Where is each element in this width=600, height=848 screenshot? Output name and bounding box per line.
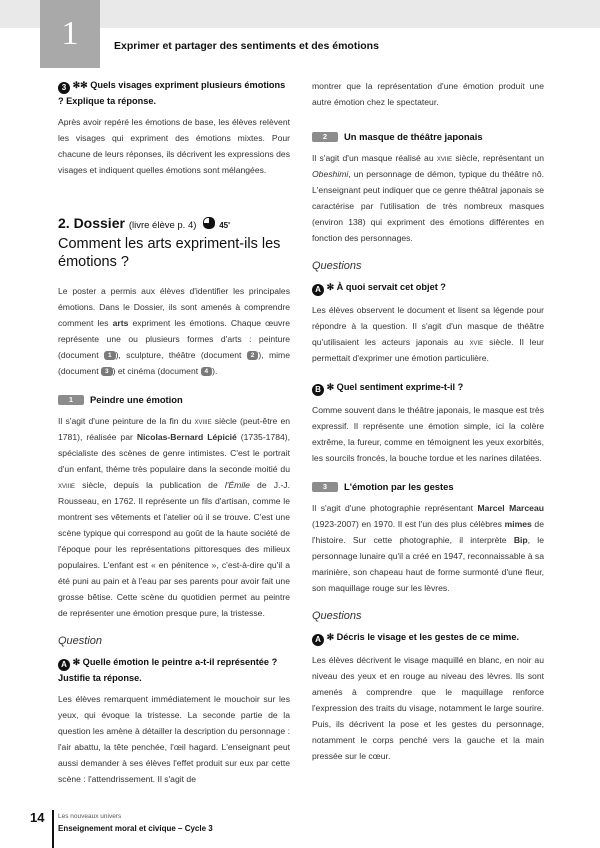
doc-4-badge: 4 [201,367,213,376]
section-3-heading [312,480,544,494]
question-a [58,655,290,685]
question-a-answer: Les élèves observent le document et lisent sa légende pour répondre à la question. Il s'agit d'un masque de théâtre qu'utilisaient les acteurs japonais au xvie siècle. Il leur permettait d'exprimer une émotion particulière. [312,305,545,363]
section-2-title: Un masque de théâtre japonais [344,131,483,142]
doc-2-badge: 2 [247,351,259,360]
section-1-heading [58,393,290,407]
star-icon: ✻ [326,632,335,642]
right-column [312,78,544,778]
question-a-2-title: Décris le visage et les gestes de ce mime. [336,632,519,642]
chapter-title: Exprimer et partager des sentiments et des émotions [114,40,379,52]
dossier-ref: (livre élève p. 4) [128,220,197,231]
question-a [312,280,544,296]
question-a-title: À quoi servait cet objet ? [336,282,446,292]
question-b-answer: Comme souvent dans le théâtre japonais, le masque est très expressif. Il représente une émotion simple, ici la colère extrême, la fureur, comme en témoignent les yeux exorbités, les sourcils froncés, la bouche tordue et les narines dilatées. [312,405,544,463]
page-number: 14 [30,810,54,848]
star-icon: ✻ [326,382,335,392]
letter-a-icon: A [312,284,324,296]
question-a-title: Quelle émotion le peintre a-t-il représentée ? Justifie ta réponse. [58,657,278,683]
section-1-title: Peindre une émotion [90,394,183,405]
section-3-badge: 3 [312,482,338,492]
left-column [58,78,290,801]
question-3-answer: Après avoir repéré les émotions de base, les élèves relèvent les visages qui expriment des émotions mixtes. Pour chacune de leurs réponses, ils décrivent les expressions des visages et indiquent quelles émotions sont mélangées. [58,117,290,175]
question-a-answer: Les élèves remarquent immédiatement le mouchoir sur les yeux, qui évoque la tristesse. La seconde partie de la question les amène à détailler la description du personnage : l'air abattu, la tête penchée, l'œil hagard. L'enseignant peut aussi demander à ses élèves l'effet produit sur eux par cette scène : l'attendrissement. Il s'agit de [58,694,290,784]
section-3-text: Il s'agit d'une photographie représentant Marcel Marceau (1923-2007) en 1970. Il est l'un des plus célèbres mimes de l'histoire. Sur cette photographie, il interprète Bip, le personnage lunaire qu'il a créé en 1947, reconnaissable à sa marinière, son chapeau haut de forme surmonté d'une fleur, son maquillage rouge sur les lèvres. [312,503,544,593]
section-1-badge: 1 [58,395,84,405]
question-3 [58,78,290,108]
letter-b-icon: B [312,384,324,396]
question-a-2 [312,630,544,646]
dossier-time: 45' [219,221,231,230]
dossier-intro: Le poster a permis aux élèves d'identifier les principales émotions. Dans le Dossier, ils sont amenés à comprendre comment les arts expriment les émotions. Chaque œuvre représente une ou plusieurs formes d'arts : peinture (document 1 ), sculpture, théâtre (document 2 ), mime (document 3 ) et cinéma (document 4 ). [58,286,290,376]
letter-a-icon: A [58,659,70,671]
doc-3-badge: 3 [101,367,113,376]
dossier-number: 2. Dossier [58,215,125,231]
footer-brand: Les nouveaux univers [58,813,122,820]
letter-a-icon: A [312,634,324,646]
clock-icon [203,217,215,229]
questions-label: Questions [312,260,362,272]
star-icon: ✻✻ [72,80,88,90]
section-3-title: L'émotion par les gestes [344,481,454,492]
section-2-badge: 2 [312,132,338,142]
dossier-title: Comment les arts expriment-ils les émotions ? [58,236,281,270]
questions-label: Questions [312,610,362,622]
section-1-text: Il s'agit d'une peinture de la fin du xviiie siècle (peut-être en 1781), réalisée par Nicolas-Bernard Lépicié (1735-1784), spécialiste des scènes de genre intimistes. C'est le portrait d'un enfant, thème très populaire dans la seconde moitié du xviiie siècle, depuis la publication de l'Émile de J.-J. Rousseau, en 1762. Il représente un fils d'artisan, comme le montrent ses vêtements et l'atelier où il se trouve. C'est une scène typique qui correspond au goût de la haute société de l'époque pour les représentations pittoresques des milieux populaires. L'enfant est « en pénitence », c'est-à-dire qu'il a été puni au pain et à l'eau par ses parents pour avoir fait une grosse bêtise. Cette scène du quotidien permet au peintre de représenter une émotion presque pure, la tristesse. [58,416,291,618]
question-3-title: Quels visages expriment plusieurs émotions ? Explique ta réponse. [58,80,286,106]
number-3-icon: 3 [58,82,70,94]
section-2-text: Il s'agit d'un masque réalisé au xviie siècle, représentant un Obeshimi, un personnage de démon, typique du théâtre nô. L'enseignant peut indiquer que ce genre théâtral japonais se caractérise par l'utilisation de très nombreux masques (environ 138) qui expriment des émotions différentes en fonction des personnages. [312,153,544,243]
star-icon: ✻ [72,657,81,667]
question-b-title: Quel sentiment exprime-t-il ? [336,382,464,392]
chapter-number: 1 [40,0,100,68]
question-label: Question [58,635,103,647]
question-b [312,380,544,396]
footer-subtitle: Enseignement moral et civique – Cycle 3 [58,824,213,833]
dossier-heading [58,214,290,271]
question-a-2-answer: Les élèves décrivent le visage maquillé en blanc, en noir au niveau des yeux et en rouge au niveau des lèvres. Ils sont amenés à comprendre que le maquillage renforce l'expression des traits du visage, notamment le large sourire. Puis, ils décrivent la pose et les gestes du personnage, notamment le corps penché vers la gauche et la main pressée sur le cœur. [312,655,544,761]
doc-1-badge: 1 [104,351,116,360]
star-icon: ✻ [326,282,335,292]
continued-text: montrer que la représentation d'une émotion produit une autre émotion chez le spectateur. [312,81,544,107]
section-2-heading [312,130,544,144]
